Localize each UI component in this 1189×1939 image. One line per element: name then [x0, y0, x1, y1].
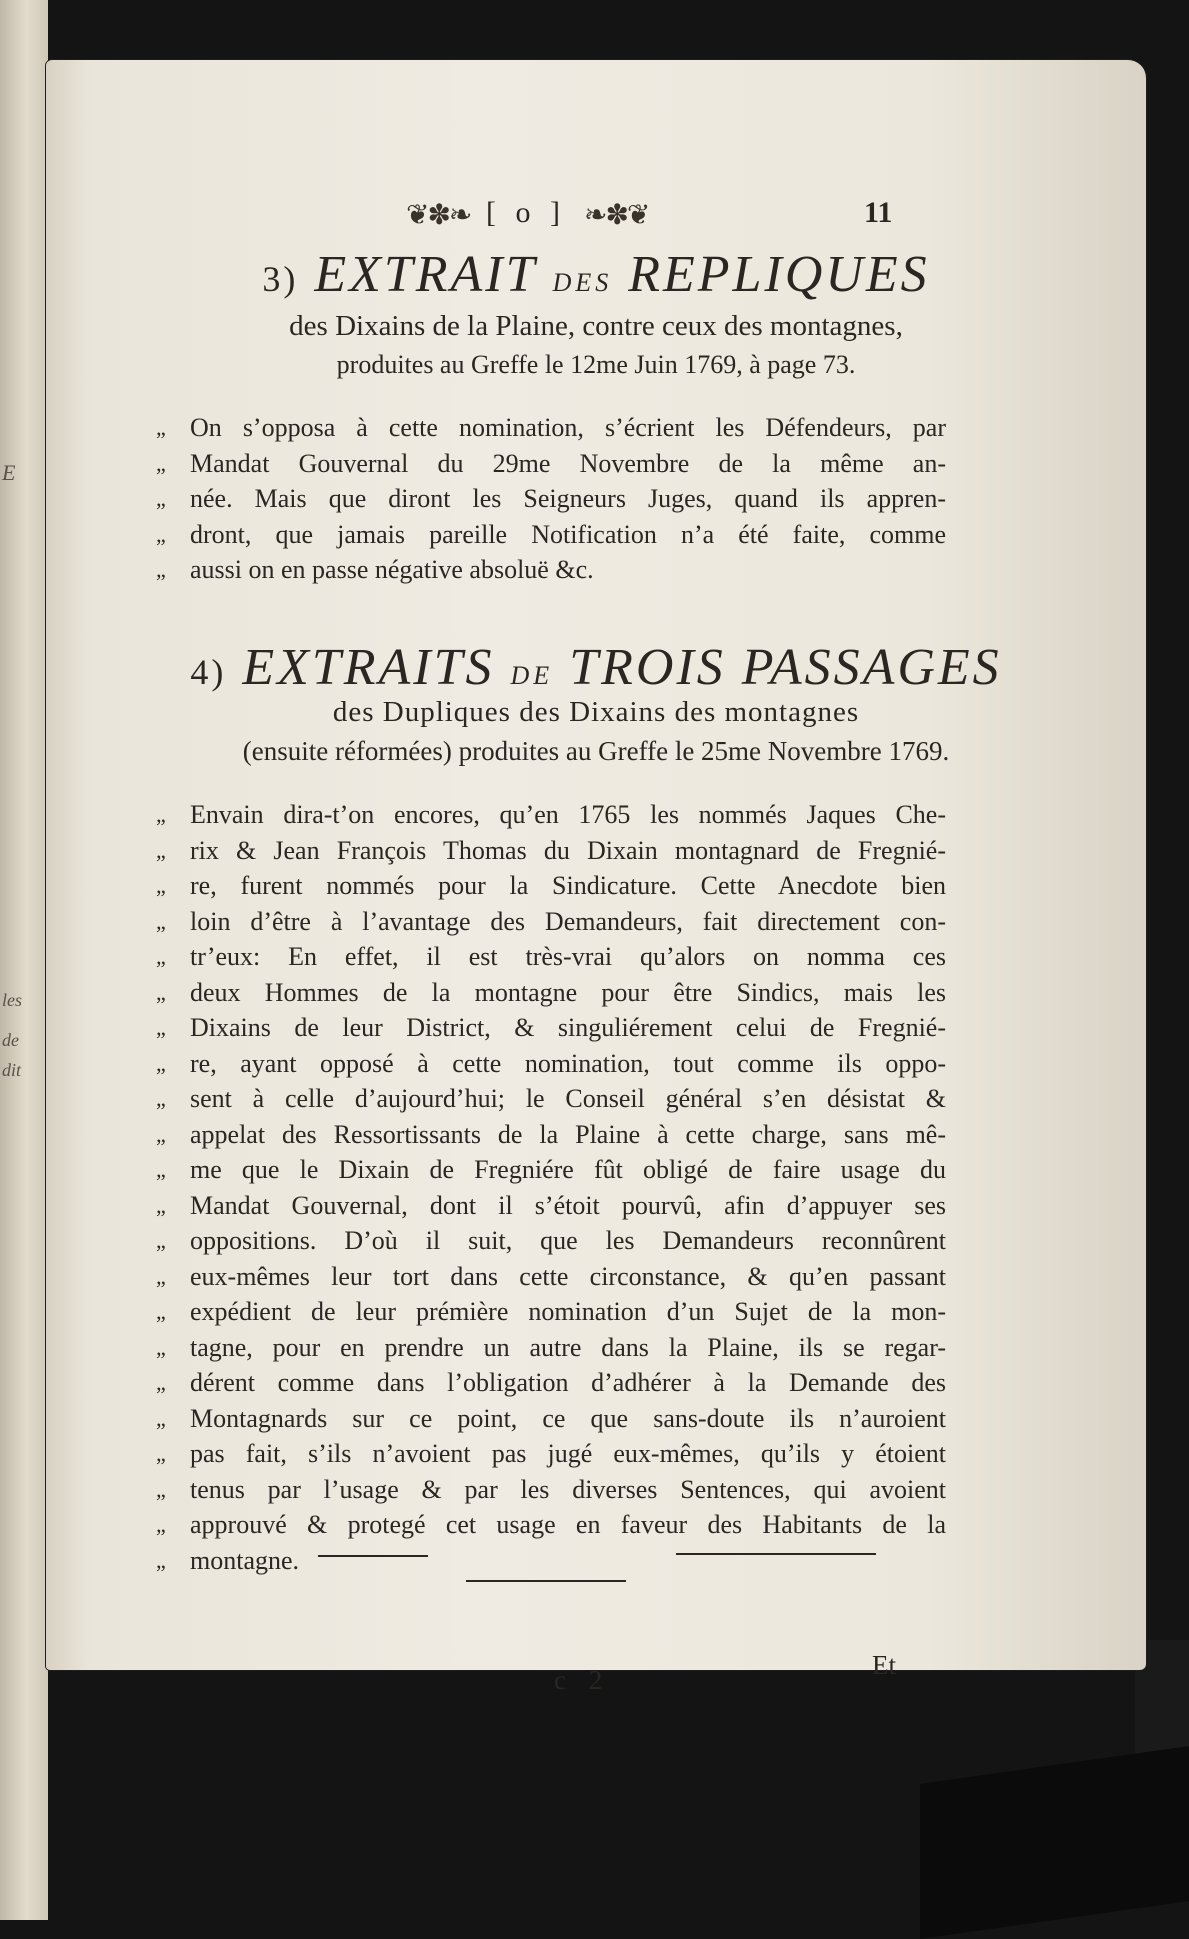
quote-mark: „: [156, 1263, 166, 1289]
text-line: [156, 1188, 946, 1224]
ornament-right: ❧✽❦: [584, 200, 649, 231]
section3-subtitle-1: des Dixains de la Plaine, contre ceux des montagnes,: [289, 310, 903, 342]
section3-title-b: REPLIQUES: [628, 246, 930, 303]
line-text: re, furent nommés pour la Sindicature. Cette Anecdote bien: [190, 871, 946, 900]
line-text: aussi on en passe négative absoluë &c.: [190, 555, 594, 584]
quote-mark: „: [156, 1299, 166, 1324]
line-text: oppositions. D’où il suit, que les Demandeurs reconnûrent: [190, 1226, 946, 1255]
quote-mark: „: [156, 1334, 166, 1360]
text-line: [156, 1436, 946, 1472]
book-page: [46, 60, 1146, 1695]
quote-mark: „: [156, 1228, 166, 1253]
text-line: [156, 833, 946, 869]
quote-mark: „: [156, 944, 166, 969]
facing-page-edge: [0, 0, 48, 1920]
line-text: montagne.: [190, 1545, 300, 1575]
text-line: [156, 410, 946, 446]
line-text: tagne, pour en prendre un autre dans la Plaine, ils se regar-: [190, 1332, 946, 1362]
quote-mark: „: [156, 1050, 166, 1076]
section4-title-small: DE: [510, 661, 554, 690]
line-text: tenus par l’usage & par les diverses Sentences, qui avoient: [190, 1474, 946, 1504]
line-text: re, ayant opposé à cette nomination, tout comme ils oppo-: [190, 1048, 946, 1078]
text-line: [156, 868, 946, 904]
text-line: [156, 939, 946, 975]
section3-title-small: DES: [552, 268, 613, 297]
quote-mark: „: [156, 1405, 166, 1431]
text-line: [156, 552, 946, 588]
catchword: Et: [872, 1650, 896, 1680]
text-line: [156, 517, 946, 553]
text-line: [156, 1010, 946, 1046]
text-line: [156, 904, 946, 940]
line-text: Dixains de leur District, & singuliérement celui de Fregnié-: [190, 1013, 946, 1042]
quote-mark: „: [156, 908, 166, 934]
text-line: [156, 975, 946, 1011]
text-line: [156, 1259, 946, 1295]
facing-page-fragment: E: [2, 460, 16, 485]
text-line: [156, 1152, 946, 1188]
quote-mark: „: [156, 1512, 166, 1537]
text-line: [156, 1081, 946, 1117]
text-line: [156, 1365, 946, 1401]
text-line: [156, 1507, 946, 1543]
facing-page-fragment: les: [2, 990, 22, 1010]
quote-mark: „: [156, 1547, 166, 1573]
line-text: On s’opposa à cette nomination, s’écrient les Défendeurs, par: [190, 413, 946, 442]
quote-mark: „: [156, 1476, 166, 1502]
text-line: [156, 1330, 946, 1366]
line-text: Mandat Gouvernal, dont il s’étoit pourvû, afin d’appuyer ses: [190, 1190, 946, 1220]
line-text: Mandat Gouvernal du 29me Novembre de la même an-: [190, 448, 946, 478]
text-line: [156, 797, 946, 833]
text-line: [156, 1223, 946, 1259]
section3-subtitle-2: produites au Greffe le 12me Juin 1769, à page 73.: [336, 350, 856, 379]
section3-title-a: EXTRAIT: [314, 246, 537, 303]
quote-mark: „: [156, 1441, 166, 1466]
line-text: née. Mais que diront les Seigneurs Juges, quand ils appren-: [190, 484, 946, 513]
signature-mark: c 2: [554, 1665, 611, 1695]
quote-mark: „: [156, 450, 166, 476]
quote-mark: „: [156, 415, 166, 440]
line-text: Envain dira-t’on encores, qu’en 1765 les nommés Jaques Che-: [190, 800, 946, 829]
signature-bracket: [ o ]: [486, 196, 566, 229]
line-text: Montagnards sur ce point, ce que sans-doute ils n’auroient: [190, 1403, 946, 1433]
running-header: [46, 196, 1146, 236]
line-text: expédient de leur prémière nomination d’un Sujet de la mon-: [190, 1297, 946, 1326]
section4-number: 4): [190, 652, 227, 692]
footer-rule: [466, 1580, 626, 1582]
section4-subtitle-2: (ensuite réformées) produites au Greffe le 25me Novembre 1769.: [242, 736, 950, 766]
line-text: me que le Dixain de Fregniére fût obligé de faire usage du: [190, 1155, 946, 1184]
text-line: [156, 481, 946, 517]
background-folder: [920, 1746, 1189, 1939]
section3-number: 3): [262, 259, 299, 299]
text-line: [156, 1294, 946, 1330]
line-text: approuvé & protegé cet usage en faveur des Habitants de la: [190, 1510, 946, 1539]
section3-title: [46, 245, 1146, 304]
quote-mark: „: [156, 486, 166, 511]
quote-mark: „: [156, 873, 166, 898]
quote-mark: „: [156, 557, 166, 582]
quote-mark: „: [156, 1157, 166, 1182]
closing-rule-left: [318, 1555, 428, 1557]
text-line: [156, 446, 946, 482]
quote-mark: „: [156, 521, 166, 547]
text-line: [156, 1543, 946, 1579]
text-line: [156, 1401, 946, 1437]
line-text: sent à celle d’aujourd’hui; le Conseil général s’en désistat &: [190, 1084, 946, 1113]
line-text: tr’eux: En effet, il est très-vrai qu’alors on nomma ces: [190, 942, 946, 971]
section4-title-a: EXTRAITS: [242, 639, 495, 696]
quote-mark: „: [156, 1086, 166, 1111]
line-text: appelat des Ressortissants de la Plaine à cette charge, sans mê-: [190, 1119, 946, 1149]
facing-page-fragment: de: [2, 1030, 19, 1050]
quote-mark: „: [156, 802, 166, 827]
text-line: [156, 1472, 946, 1508]
quote-mark: „: [156, 1192, 166, 1218]
text-line: [156, 1046, 946, 1082]
facing-page-fragment: dit: [2, 1060, 22, 1080]
section4-title: [46, 638, 1146, 697]
section4-subtitle-1: des Dupliques des Dixains des montagnes: [332, 696, 860, 728]
line-text: dront, que jamais pareille Notification n’a été faite, comme: [190, 519, 946, 549]
line-text: rix & Jean François Thomas du Dixain montagnard de Fregnié-: [190, 835, 946, 865]
quote-mark: „: [156, 837, 166, 863]
line-text: deux Hommes de la montagne pour être Sindics, mais les: [190, 977, 946, 1007]
line-text: eux-mêmes leur tort dans cette circonstance, & qu’en passant: [190, 1261, 946, 1291]
quote-mark: „: [156, 1121, 166, 1147]
quote-mark: „: [156, 1370, 166, 1395]
quote-mark: „: [156, 1015, 166, 1040]
ornament-left: ❦✽❧: [406, 200, 471, 231]
page-number: 11: [864, 196, 893, 229]
line-text: pas fait, s’ils n’avoient pas jugé eux-mêmes, qu’ils y étoient: [190, 1439, 946, 1468]
text-line: [156, 1117, 946, 1153]
closing-rule-right: [676, 1553, 876, 1555]
line-text: dérent comme dans l’obligation d’adhérer à la Demande des: [190, 1368, 946, 1397]
line-text: loin d’être à l’avantage des Demandeurs, fait directement con-: [190, 906, 946, 936]
section4-title-b: TROIS PASSAGES: [569, 639, 1002, 696]
quote-mark: „: [156, 979, 166, 1005]
